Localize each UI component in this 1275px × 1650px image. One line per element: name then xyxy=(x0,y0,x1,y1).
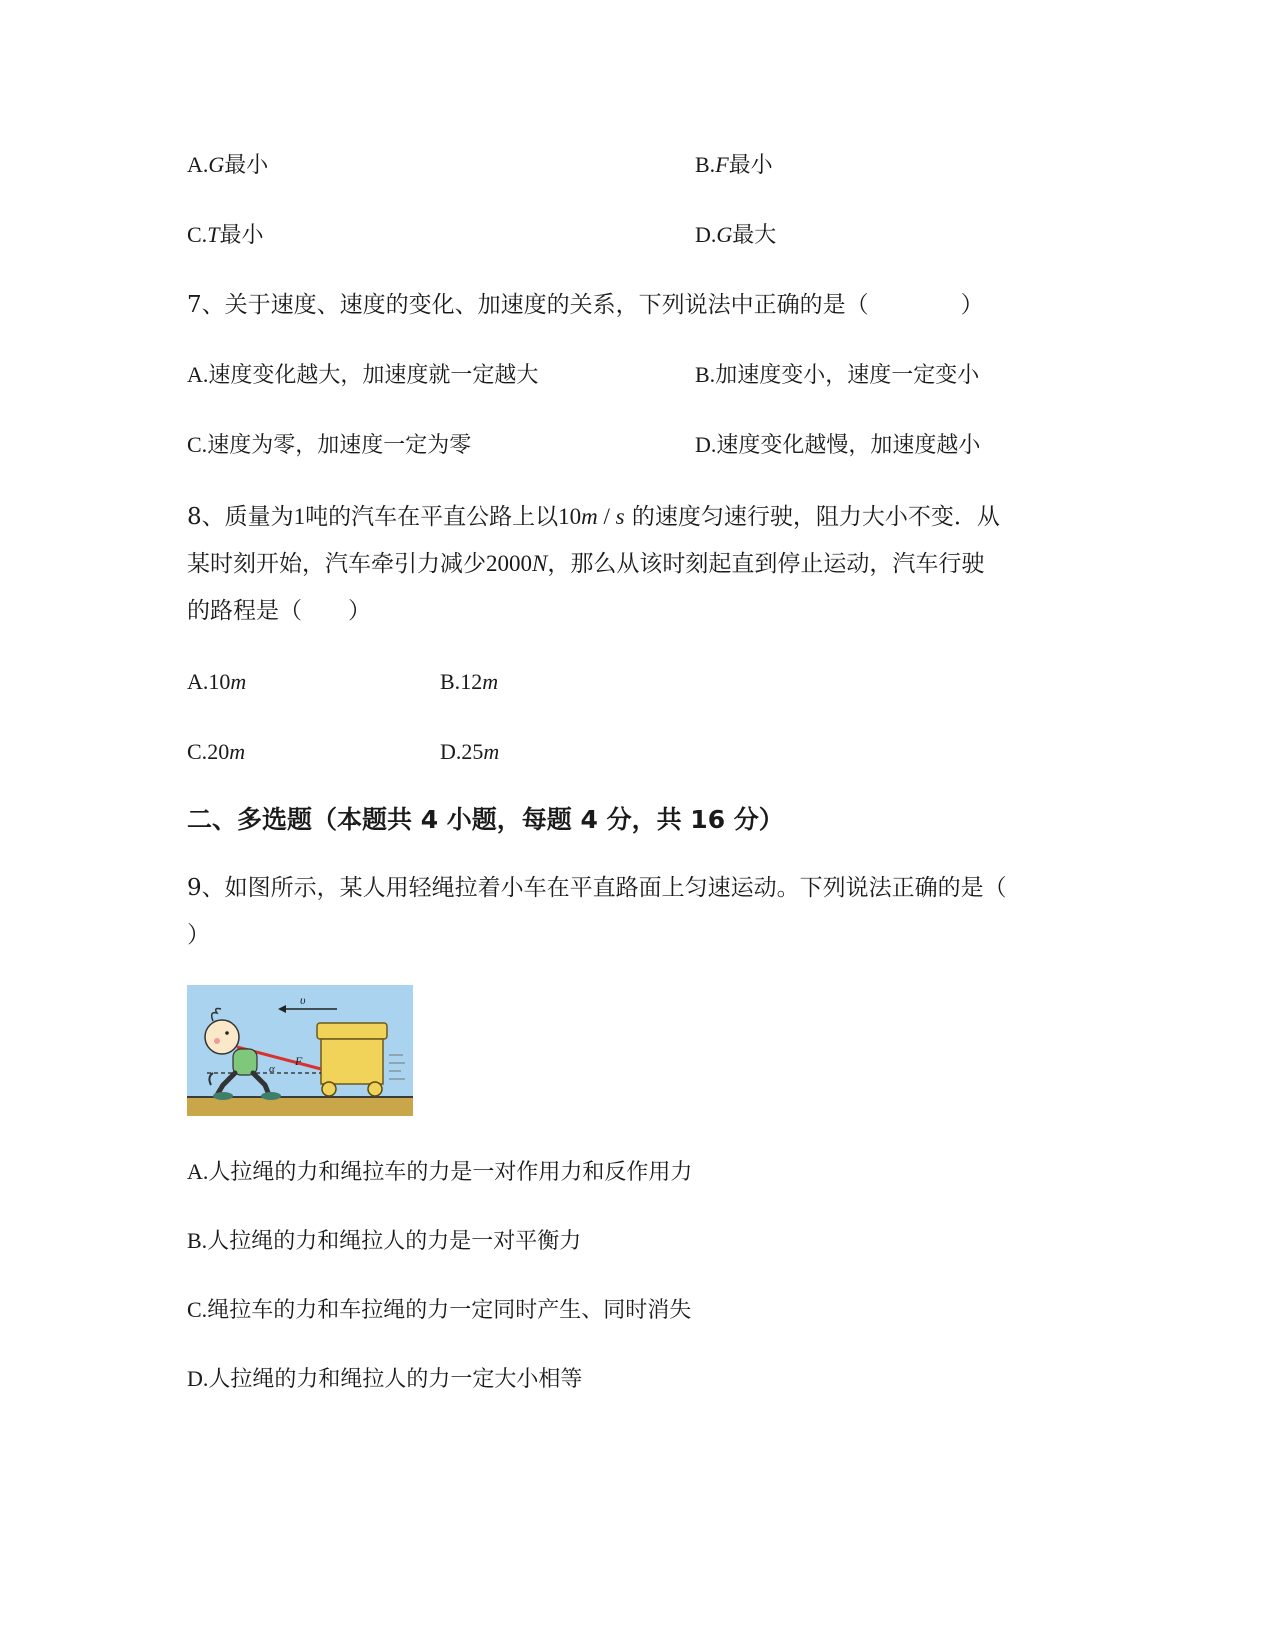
option-label: D. xyxy=(695,222,717,247)
q9-option-c[interactable] xyxy=(187,1295,691,1326)
option-text: 速度变化越慢，加速度越小 xyxy=(716,433,981,458)
option-number: 10 xyxy=(208,669,231,694)
option-variable: F xyxy=(715,152,729,177)
person-head xyxy=(205,1020,239,1054)
q8-stem-line-3: 的路程是（ ） xyxy=(187,598,371,624)
q6-option-b[interactable] xyxy=(695,150,773,181)
option-unit: m xyxy=(229,739,246,764)
stem-unit: m xyxy=(581,504,598,529)
option-text: 最大 xyxy=(732,223,777,248)
q8-option-c[interactable] xyxy=(187,737,245,768)
stem-number: 1 xyxy=(293,504,306,529)
section-heading: 二、多选题（本题共 4 小题，每题 4 分，共 16 分） xyxy=(187,805,784,834)
option-number: 12 xyxy=(460,669,483,694)
option-label: A. xyxy=(187,362,209,387)
option-number: 20 xyxy=(207,739,230,764)
option-label: B. xyxy=(695,152,716,177)
cart-wheel xyxy=(322,1082,336,1096)
option-text: 最小 xyxy=(224,153,269,178)
stem-number: 10 xyxy=(558,504,582,529)
stem-unit: N xyxy=(532,551,548,576)
option-unit: m xyxy=(230,669,247,694)
option-label: A. xyxy=(187,669,209,694)
q9-stem-line-1: 9、如图所示，某人用轻绳拉着小车在平直路面上匀速运动。下列说法正确的是（ xyxy=(187,875,1007,901)
cart-wheel xyxy=(368,1082,382,1096)
stem-number: 2000 xyxy=(486,551,532,576)
option-label: C. xyxy=(187,739,208,764)
option-label: C. xyxy=(187,222,208,247)
q8-option-a[interactable] xyxy=(187,667,246,698)
option-text: 速度为零，加速度一定为零 xyxy=(207,433,472,458)
option-variable: G xyxy=(208,152,225,177)
option-label: A. xyxy=(187,152,209,177)
option-number: 25 xyxy=(461,739,484,764)
cart-lid xyxy=(317,1023,387,1039)
option-variable: G xyxy=(716,222,733,247)
option-text: 加速度变小，速度一定变小 xyxy=(715,363,980,388)
stem-text: 吨的汽车在平直公路上以 xyxy=(305,504,559,530)
stem-slash: / xyxy=(597,504,616,529)
force-label: F xyxy=(295,1054,303,1068)
stem-text: 8、质量为 xyxy=(187,504,294,530)
q8-option-d[interactable] xyxy=(440,737,499,768)
figure-illustration xyxy=(187,985,413,1116)
q6-option-c[interactable] xyxy=(187,220,263,251)
option-text: 最小 xyxy=(728,153,773,178)
option-label: D. xyxy=(440,739,462,764)
option-label: B. xyxy=(440,669,461,694)
angle-label: α xyxy=(269,1063,275,1075)
q6-option-a[interactable] xyxy=(187,150,268,181)
stem-text: 的速度匀速行驶，阻力大小不变．从 xyxy=(624,504,1000,530)
velocity-label: υ xyxy=(300,993,306,1007)
q9-stem-line-2: ） xyxy=(187,922,210,948)
stem-text: 某时刻开始，汽车牵引力减少 xyxy=(187,551,486,577)
option-unit: m xyxy=(482,669,499,694)
option-label: D. xyxy=(695,432,717,457)
q9-option-b[interactable] xyxy=(187,1226,581,1257)
option-text: 速度变化越大，加速度就一定越大 xyxy=(208,363,539,388)
option-label: A. xyxy=(187,1159,209,1184)
option-unit: m xyxy=(483,739,500,764)
option-text: 绳拉车的力和车拉绳的力一定同时产生、同时消失 xyxy=(207,1298,692,1323)
option-label: D. xyxy=(187,1366,209,1391)
option-label: B. xyxy=(695,362,716,387)
option-variable: T xyxy=(207,222,220,247)
q6-option-d[interactable] xyxy=(695,220,776,251)
option-text: 最小 xyxy=(219,223,264,248)
option-text: 人拉绳的力和绳拉人的力一定大小相等 xyxy=(208,1367,583,1392)
q8-stem-line-2 xyxy=(187,549,984,579)
q7-stem: 7、关于速度、速度的变化、加速度的关系，下列说法中正确的是（ ） xyxy=(187,292,984,318)
option-text: 人拉绳的力和绳拉人的力是一对平衡力 xyxy=(207,1229,582,1254)
option-text: 人拉绳的力和绳拉车的力是一对作用力和反作用力 xyxy=(208,1160,693,1185)
option-label: C. xyxy=(187,1297,208,1322)
q7-option-c[interactable] xyxy=(187,430,471,461)
q9-option-a[interactable] xyxy=(187,1157,692,1188)
q7-option-d[interactable] xyxy=(695,430,980,461)
stem-unit: s xyxy=(615,504,625,529)
cart-body xyxy=(321,1039,383,1084)
q8-option-b[interactable] xyxy=(440,667,498,698)
q7-option-b[interactable] xyxy=(695,360,979,391)
q8-stem-line-1 xyxy=(187,502,1000,532)
option-label: B. xyxy=(187,1228,208,1253)
q7-option-a[interactable] xyxy=(187,360,538,391)
option-label: C. xyxy=(187,432,208,457)
q9-option-d[interactable] xyxy=(187,1364,582,1395)
stem-text: ，那么从该时刻起直到停止运动，汽车行驶 xyxy=(547,551,985,577)
cart-pulling-figure xyxy=(187,985,413,1116)
